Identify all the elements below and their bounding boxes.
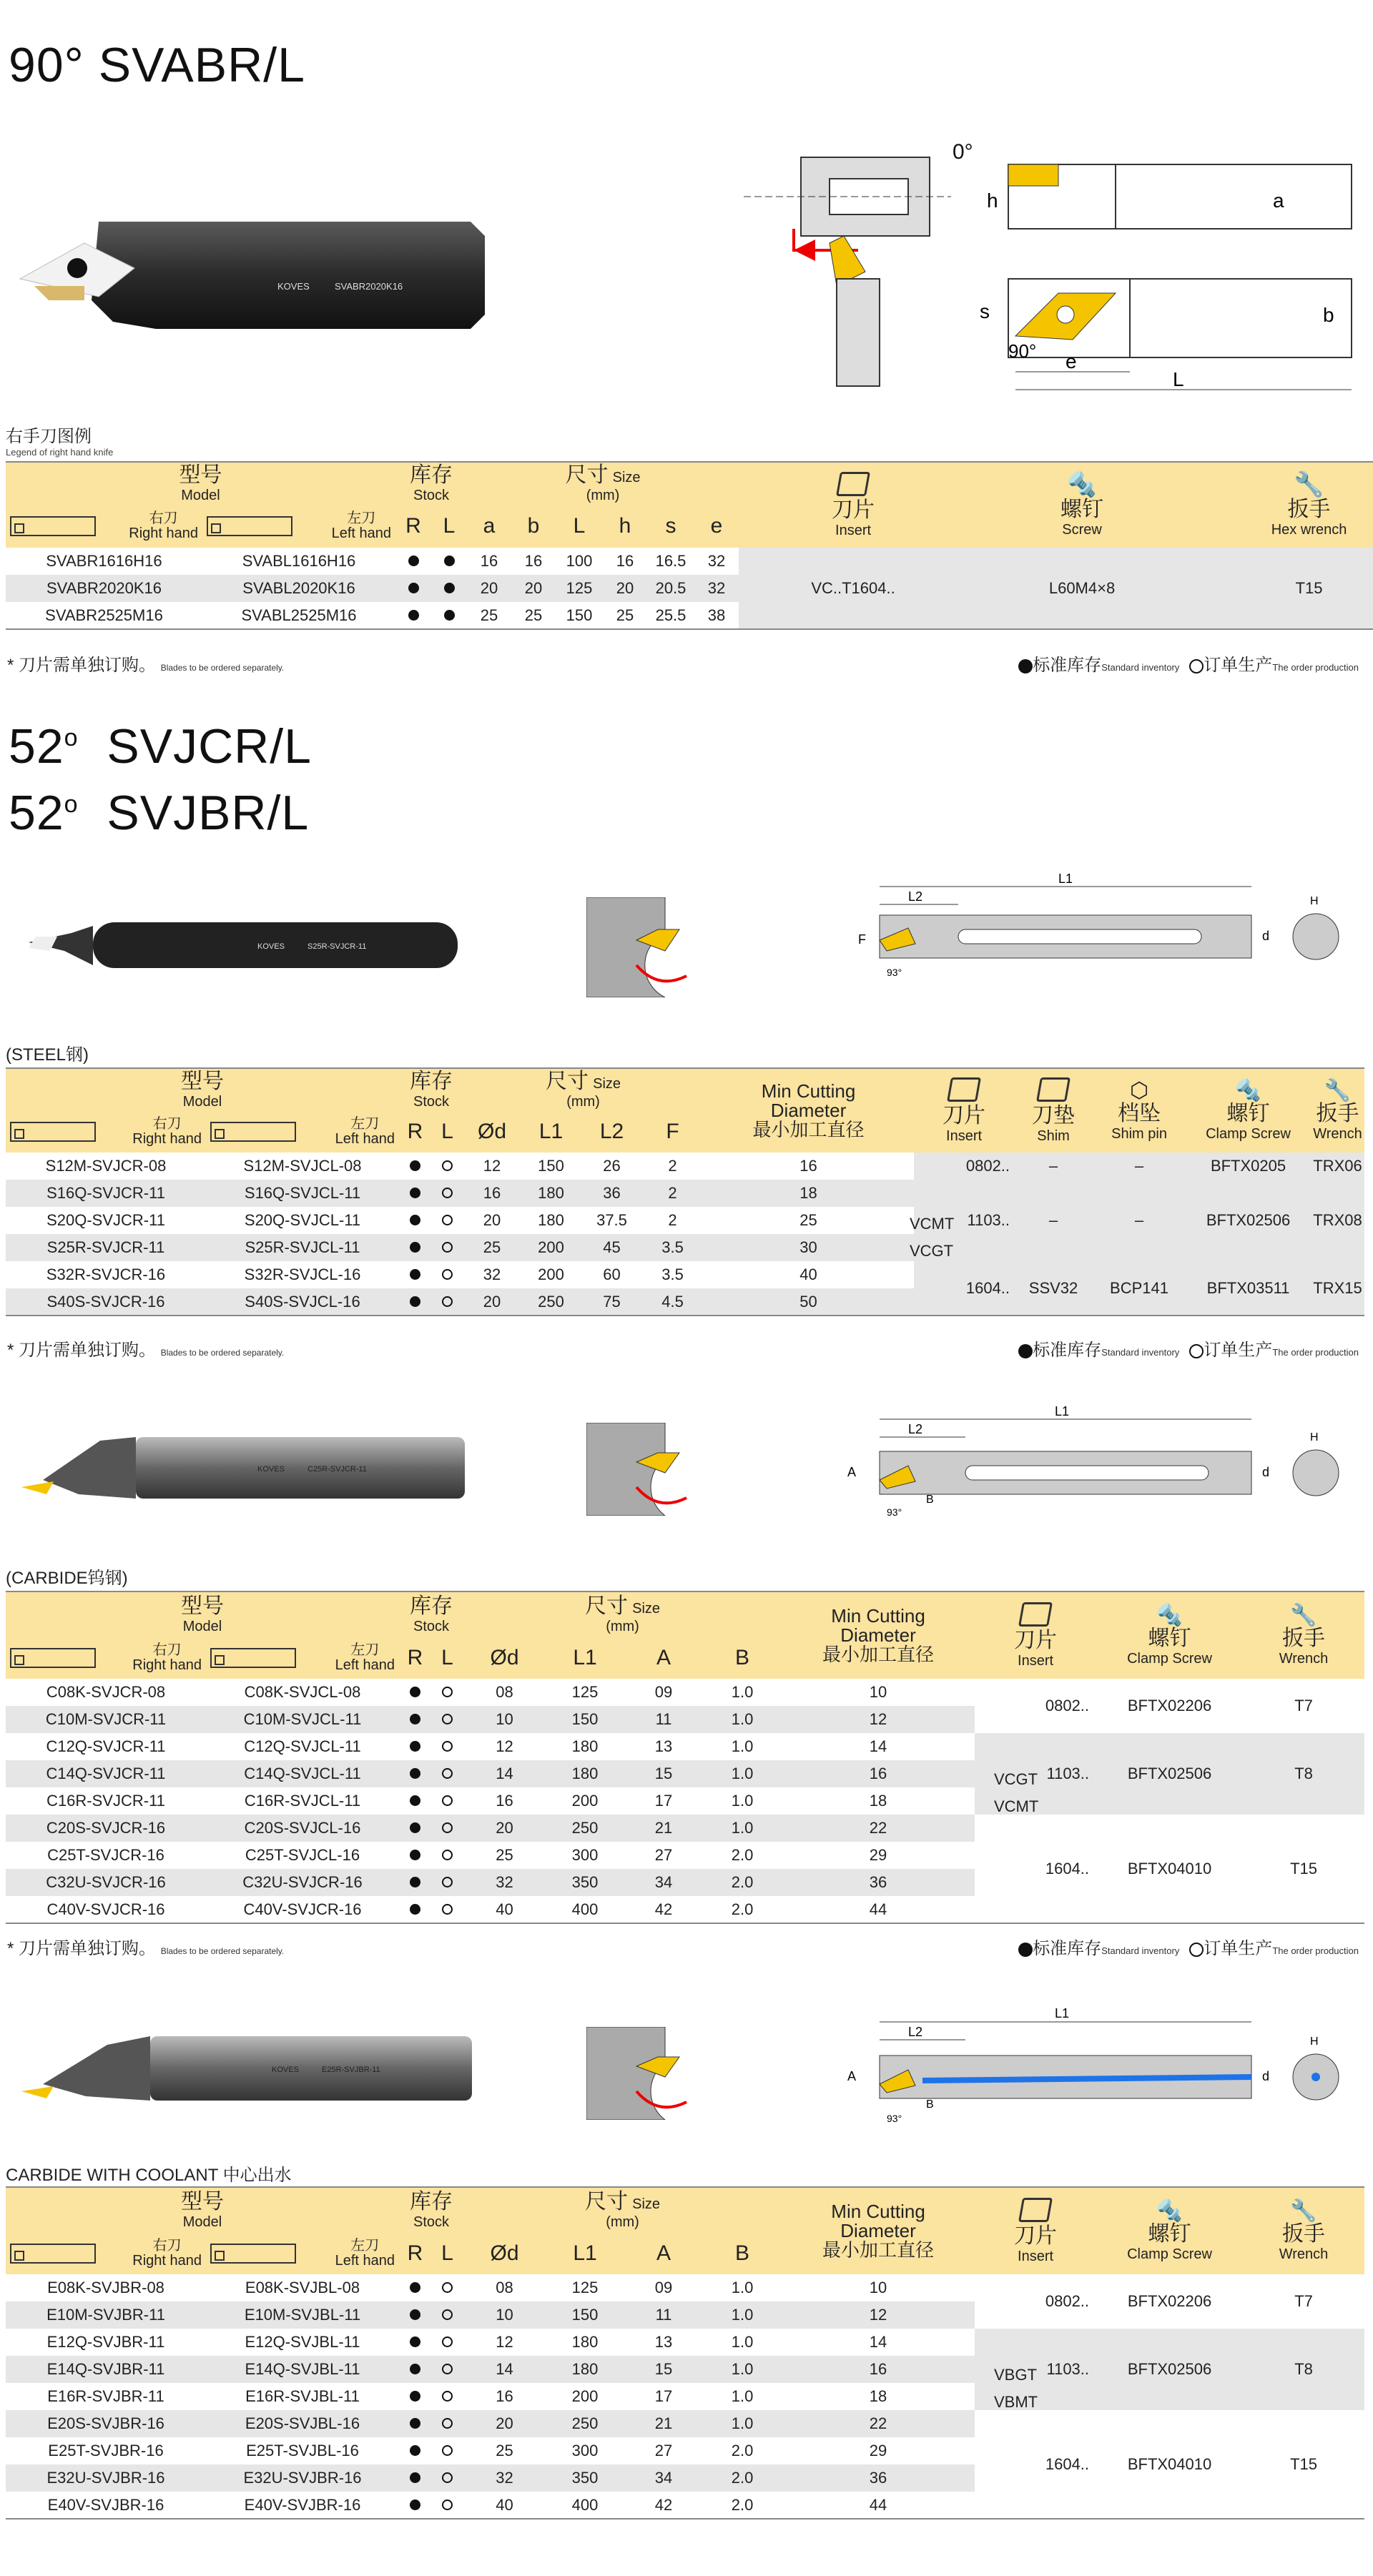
stock-dot <box>410 1795 420 1806</box>
table-row: C20S-SVJCR-16 C20S-SVJCL-16 20 250 21 1.0 22 1604.. BFTX04010 T15 <box>6 1815 1364 1842</box>
bore-diagram-steel <box>586 897 708 997</box>
table-row: S16Q-SVJCR-11 S16Q-SVJCL-11 16 180 36 2 18 1103.. – – BFTX02506 TRX08 <box>6 1180 1364 1207</box>
table-row: E40V-SVJBR-16 E40V-SVJBR-16 40 400 42 2.0 44 <box>6 2492 1364 2519</box>
legend-caption: 右手刀图例 Legend of right hand knife <box>6 427 114 458</box>
dimension-drawing-svabr <box>744 136 1366 408</box>
insert-edge <box>34 286 84 300</box>
right-hand-icon <box>10 1122 96 1142</box>
svg-text:H: H <box>1310 2035 1319 2048</box>
L-label: L <box>1173 368 1184 390</box>
svg-text:S25R-SVJCR-11: S25R-SVJCR-11 <box>307 942 367 951</box>
order-ring <box>442 1160 453 1171</box>
stock-legend-2: 标准库存Standard inventory 订单生产The order production <box>1018 1336 1359 1361</box>
table-row: S25R-SVJCR-11 S25R-SVJCL-11 25 200 45 3.5 30 <box>6 1234 1364 1261</box>
stock-dot <box>410 2445 420 2456</box>
bore-diagram-carbide <box>586 1423 708 1516</box>
table-row: C40V-SVJCR-16 C40V-SVJCR-16 40 400 42 2.0 44 <box>6 1896 1364 1923</box>
screw-head <box>67 258 87 278</box>
order-ring <box>442 2499 453 2510</box>
wrench-icon: 🔧 <box>1290 2199 1317 2223</box>
bore-diagram-coolant <box>586 2027 708 2120</box>
right-hand-icon <box>10 516 96 536</box>
svg-text:B: B <box>926 1494 934 1506</box>
e-label: e <box>1066 350 1077 372</box>
spec-table-carbide: 型号 Model 库存 Stock 尺寸 Size (mm) Min Cutting Diameter 最小加工直径 刀片 Insert 🔩 螺钉 Clamp Screw 🔧 扳手 Wrench 右刀 Right hand 左刀 Left hand R L Ød L1 A B C08K-SVJCR-08 C08K-SVJCL-08 08 125 09 1.0 10 0802.. BFTX02206 T7 C10M-SVJCR-11 C10M-SVJCL-11 10 150 11 1.0 12 C12Q-SVJCR-11 C12Q-SVJCL-11 12 180 13 1.0 14 1103.. BFTX02506 T8 C14Q-SVJCR-11 C14Q-SVJCL-11 14 180 15 1.0 16 C16R-SVJCR-11 C16R-SVJCL-11 16 200 17 1.0 18 C20S-SVJCR-16 C20S-SVJCL-16 20 250 21 1.0 22 1604.. BFTX04010 T15 C25T-SVJCR-16 C25T-SVJCL-16 25 300 27 2.0 29 C32U-SVJCR-16 C32U-SVJCR-16 32 350 34 2.0 36 C40V-SVJCR-16 C40V-SVJCR-16 40 400 42 2.0 44 <box>6 1591 1364 1924</box>
table-row: E16R-SVJBR-11 E16R-SVJBL-11 16 200 17 1.0 18 <box>6 2383 1364 2410</box>
footnote-3: * 刀片需单独订购。 Blades to be ordered separately. <box>7 1939 285 1958</box>
right-hand-icon <box>10 2244 96 2264</box>
left-hand-icon <box>207 516 292 536</box>
a-label: a <box>1273 189 1284 212</box>
section-title-svabr: 90° SVABR/L <box>9 38 305 92</box>
svg-text:KOVES: KOVES <box>272 2066 299 2074</box>
table-row: S40S-SVJCR-16 S40S-SVJCL-16 20 250 75 4.5 50 <box>6 1288 1364 1316</box>
svg-text:H: H <box>1310 895 1319 907</box>
stock-dot <box>410 1822 420 1833</box>
table-row: C14Q-SVJCR-11 C14Q-SVJCL-11 14 180 15 1.0 16 <box>6 1760 1364 1787</box>
stock-dot <box>410 2364 420 2374</box>
stock-dot <box>410 2309 420 2320</box>
order-ring <box>442 1768 453 1779</box>
svg-text:93°: 93° <box>887 967 902 978</box>
svg-text:F: F <box>858 932 866 947</box>
insert-icon <box>836 472 870 496</box>
table-row: C12Q-SVJCR-11 C12Q-SVJCL-11 12 180 13 1.0 14 1103.. BFTX02506 T8 <box>6 1733 1364 1760</box>
table-row: E20S-SVJBR-16 E20S-SVJBL-16 20 250 21 1.0 22 1604.. BFTX04010 T15 <box>6 2410 1364 2437</box>
stock-dot <box>410 1768 420 1779</box>
table-row: C10M-SVJCR-11 C10M-SVJCL-11 10 150 11 1.0 12 <box>6 1706 1364 1733</box>
svg-text:d: d <box>1262 929 1270 943</box>
spec-table-steel: 型号 Model 库存 Stock 尺寸 Size (mm) Min Cutting Diameter 最小加工直径 刀片 Insert 刀垫 Shim ⬡ 档坠 Shim pin 🔩 螺钉 Clamp Screw 🔧 扳手 Wrench 右刀 Right hand 左刀 Left hand R L Ød L1 L2 F S12M-SVJCR-08 S12M-SVJCL-08 12 150 26 2 16 0802.. – – BFTX0205 TRX06 S16Q-SVJCR-11 S16Q-SVJCL-11 16 180 36 2 18 1103.. – – BFTX02506 TRX08 S20Q-SVJCR-11 S20Q-SVJCL-11 20 180 37.5 2 25 S25R-SVJCR-11 S25R-SVJCL-11 25 200 45 3.5 30 S32R-SVJCR-16 S32R-SVJCL-16 32 200 60 3.5 40 1604.. SSV32 BCP141 BFTX03511 TRX15 S40S-SVJCR-16 S40S-SVJCL-16 20 250 75 4.5 50 <box>6 1067 1364 1316</box>
stock-dot <box>410 2499 420 2510</box>
h-label: h <box>987 189 998 212</box>
stock-dot <box>410 1296 420 1307</box>
stock-dot <box>410 1188 420 1198</box>
stock-dot <box>410 2418 420 2429</box>
section-title-svjbr: 52$^o$ SVJBR/L <box>9 786 310 840</box>
order-ring <box>442 2282 453 2293</box>
order-ring <box>442 2472 453 2483</box>
order-ring <box>442 2391 453 2402</box>
dimension-drawing-steel <box>851 872 1352 987</box>
table-row: S12M-SVJCR-08 S12M-SVJCL-08 12 150 26 2 16 0802.. – – BFTX0205 TRX06 <box>6 1153 1364 1180</box>
order-ring <box>442 2418 453 2429</box>
table-row: E32U-SVJBR-16 E32U-SVJBR-16 32 350 34 2.0 36 <box>6 2464 1364 2492</box>
table-row: C16R-SVJCR-11 C16R-SVJCL-11 16 200 17 1.0 18 <box>6 1787 1364 1815</box>
dimension-drawing-coolant <box>837 2002 1352 2131</box>
wrench-icon: 🔧 <box>1290 1604 1317 1627</box>
order-ring <box>442 1687 453 1697</box>
b-label: b <box>1323 304 1334 326</box>
tool-photo-svabr <box>6 143 521 415</box>
order-ring <box>442 1795 453 1806</box>
svg-text:L2: L2 <box>908 1422 923 1436</box>
s-label: s <box>980 300 990 322</box>
shim-icon <box>1036 1077 1071 1102</box>
part-label: SVABR2020K16 <box>335 281 403 292</box>
stock-dot <box>410 2472 420 2483</box>
stock-legend-1: 标准库存Standard inventory 订单生产The order production <box>1018 651 1359 676</box>
left-hand-icon <box>210 2244 296 2264</box>
svg-text:L1: L1 <box>1058 872 1073 886</box>
stock-dot <box>410 2391 420 2402</box>
stock-dot <box>410 1242 420 1253</box>
tool-photo-carbide <box>14 1416 479 1516</box>
svg-text:93°: 93° <box>887 1506 902 1518</box>
right-hand-icon <box>10 1648 96 1668</box>
stock-dot <box>410 1215 420 1225</box>
svg-text:A: A <box>847 2069 857 2083</box>
table-row: E14Q-SVJBR-11 E14Q-SVJBL-11 14 180 15 1.0 16 <box>6 2356 1364 2383</box>
svg-text:L1: L1 <box>1055 2006 1070 2020</box>
tool-shank <box>92 222 485 329</box>
svg-text:L2: L2 <box>908 889 923 904</box>
svg-text:L1: L1 <box>1055 1404 1070 1418</box>
table-row: SVABR2020K16 SVABL2020K16 20 20 125 20 20.5 32 <box>6 575 1373 602</box>
order-ring <box>442 2309 453 2320</box>
shim-pin-icon: ⬡ <box>1129 1079 1149 1102</box>
screw-icon: 🔩 <box>1156 1604 1183 1627</box>
order-ring <box>442 2445 453 2456</box>
order-ring <box>442 2364 453 2374</box>
svg-text:d: d <box>1262 2069 1270 2083</box>
steel-caption: (STEEL钢) <box>6 1045 89 1065</box>
table-row: SVABR2525M16 SVABL2525M16 25 25 150 25 25.5 38 <box>6 602 1373 629</box>
order-ring <box>442 1269 453 1280</box>
svg-text:H: H <box>1310 1431 1319 1444</box>
stock-dot <box>410 1741 420 1752</box>
table-row: C32U-SVJCR-16 C32U-SVJCR-16 32 350 34 2.0 36 <box>6 1869 1364 1896</box>
stock-dot <box>410 1687 420 1697</box>
spec-table-svabr: 型号 Model 库存 Stock 尺寸 Size (mm) 刀片 Insert 🔩 螺钉 Screw 🔧 扳手 Hex wrench 右刀 Right hand 左刀 Left hand R L a b L h s e SVABR1616H16 SVABL1616H16 16 16 100 16 16.5 32 VC..T1604.. L60M4×8 T15 SVABR2020K16 SVABL2020K16 20 20 125 20 20.5 32 SVABR2525M16 SVABL2525M16 25 25 150 25 25.5 38 <box>6 461 1373 630</box>
order-ring <box>442 1822 453 1833</box>
order-ring <box>442 1242 453 1253</box>
left-hand-icon <box>210 1648 296 1668</box>
stock-dot <box>410 1877 420 1887</box>
stock-dot <box>410 1714 420 1724</box>
table-row: C25T-SVJCR-16 C25T-SVJCL-16 25 300 27 2.0 29 <box>6 1842 1364 1869</box>
angle2-label: 90° <box>1008 340 1037 362</box>
angle-label: 0° <box>953 140 973 164</box>
table-row: C08K-SVJCR-08 C08K-SVJCL-08 08 125 09 1.0 10 0802.. BFTX02206 T7 <box>6 1679 1364 1706</box>
stock-dot <box>410 1269 420 1280</box>
table-row: E25T-SVJBR-16 E25T-SVJBL-16 25 300 27 2.0 29 <box>6 2437 1364 2464</box>
stock-dot <box>410 1160 420 1171</box>
svg-text:d: d <box>1262 1465 1270 1479</box>
svg-text:B: B <box>926 2098 934 2111</box>
table-row: S20Q-SVJCR-11 S20Q-SVJCL-11 20 180 37.5 2 25 <box>6 1207 1364 1234</box>
tool-photo-steel <box>14 901 472 987</box>
wrench-icon: 🔧 <box>1324 1079 1352 1102</box>
screw-icon: 🔩 <box>1234 1079 1262 1102</box>
dimension-drawing-carbide <box>837 1401 1352 1523</box>
order-ring <box>442 1741 453 1752</box>
svg-text:A: A <box>847 1465 857 1479</box>
order-ring <box>442 1904 453 1915</box>
stock-dot <box>410 1904 420 1915</box>
grade-label: VCMT VCGT <box>910 1215 955 1260</box>
order-ring <box>442 1215 453 1225</box>
table-row: E12Q-SVJBR-11 E12Q-SVJBL-11 12 180 13 1.0 14 1103.. BFTX02506 T8 <box>6 2329 1364 2356</box>
tool-photo-coolant <box>14 2016 479 2116</box>
table-row: SVABR1616H16 SVABL1616H16 16 16 100 16 16.5 32 VC..T1604.. L60M4×8 T15 <box>6 548 1373 575</box>
stock-dot <box>410 2282 420 2293</box>
order-ring <box>442 2336 453 2347</box>
footnote-2: * 刀片需单独订购。 Blades to be ordered separately. <box>7 1341 285 1360</box>
section-title-svjcr: 52$^o$ SVJCR/L <box>9 719 312 774</box>
coolant-caption: CARBIDE WITH COOLANT 中心出水 <box>6 2166 292 2185</box>
left-hand-icon <box>210 1122 296 1142</box>
spec-table-coolant: 型号 Model 库存 Stock 尺寸 Size (mm) Min Cutting Diameter 最小加工直径 刀片 Insert 🔩 螺钉 Clamp Screw 🔧 扳手 Wrench 右刀 Right hand 左刀 Left hand R L Ød L1 A B E08K-SVJBR-08 E08K-SVJBL-08 08 125 09 1.0 10 0802.. BFTX02206 T7 E10M-SVJBR-11 E10M-SVJBL-11 10 150 11 1.0 12 E12Q-SVJBR-11 E12Q-SVJBL-11 12 180 13 1.0 14 1103.. BFTX02506 T8 E14Q-SVJBR-11 E14Q-SVJBL-11 14 180 15 1.0 16 E16R-SVJBR-11 E16R-SVJBL-11 16 200 17 1.0 18 E20S-SVJBR-16 E20S-SVJBL-16 20 250 21 1.0 22 1604.. BFTX04010 T15 E25T-SVJBR-16 E25T-SVJBL-16 25 300 27 2.0 29 E32U-SVJBR-16 E32U-SVJBR-16 32 350 34 2.0 36 E40V-SVJBR-16 E40V-SVJBR-16 40 400 42 2.0 44 <box>6 2186 1364 2520</box>
footnote-1: * 刀片需单独订购。 Blades to be ordered separately. <box>7 656 285 675</box>
svg-text:KOVES: KOVES <box>257 1465 285 1474</box>
stock-dot <box>410 2336 420 2347</box>
screw-icon: 🔩 <box>1066 470 1098 498</box>
brand-label: KOVES <box>277 281 310 292</box>
insert-icon <box>1018 2198 1053 2222</box>
svg-text:93°: 93° <box>887 2113 902 2124</box>
order-ring <box>442 1850 453 1860</box>
svg-text:C25R-SVJCR-11: C25R-SVJCR-11 <box>307 1465 367 1474</box>
stock-dot <box>410 1850 420 1860</box>
grade-label: VBGT VBMT <box>994 2366 1038 2411</box>
svg-text:L2: L2 <box>908 2025 923 2039</box>
svg-text:E25R-SVJBR-11: E25R-SVJBR-11 <box>322 2066 380 2074</box>
grade-label: VCGT VCMT <box>994 1770 1039 1815</box>
table-row: E10M-SVJBR-11 E10M-SVJBL-11 10 150 11 1.0 12 <box>6 2301 1364 2329</box>
wrench-icon: 🔧 <box>1294 470 1324 498</box>
order-ring <box>442 1188 453 1198</box>
table-row: E08K-SVJBR-08 E08K-SVJBL-08 08 125 09 1.0 10 0802.. BFTX02206 T7 <box>6 2274 1364 2301</box>
carbide-caption: (CARBIDE钨钢) <box>6 1569 128 1588</box>
order-ring <box>442 1714 453 1724</box>
insert-icon <box>947 1077 981 1102</box>
order-ring <box>442 1877 453 1887</box>
screw-icon: 🔩 <box>1156 2199 1183 2223</box>
insert-icon <box>1018 1602 1053 1627</box>
svg-text:KOVES: KOVES <box>257 942 285 951</box>
table-row: S32R-SVJCR-16 S32R-SVJCL-16 32 200 60 3.5 40 1604.. SSV32 BCP141 BFTX03511 TRX15 <box>6 1261 1364 1288</box>
stock-legend-3: 标准库存Standard inventory 订单生产The order production <box>1018 1934 1359 1959</box>
order-ring <box>442 1296 453 1307</box>
